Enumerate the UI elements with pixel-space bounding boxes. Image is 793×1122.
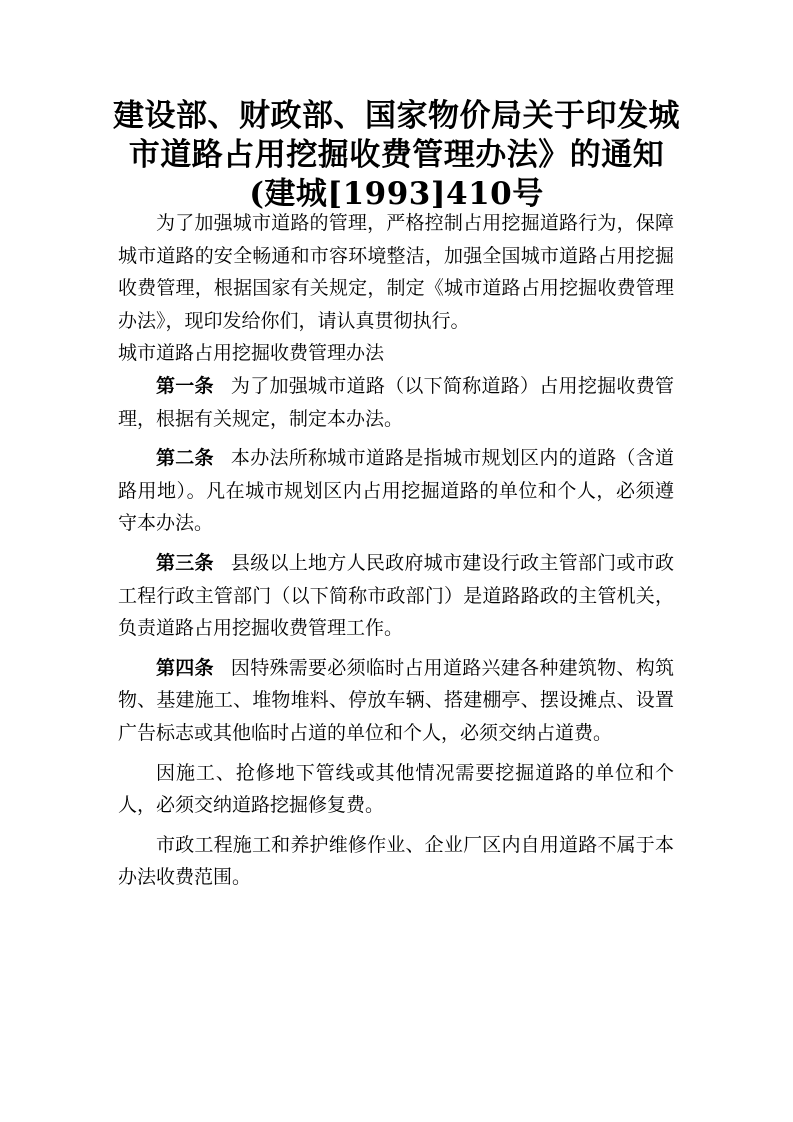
article-text: 为了加强城市道路（以下简称道路）占用挖掘收费管理，根据有关规定，制定本办法。: [118, 374, 674, 430]
article-4-paragraph-2: 因施工、抢修地下管线或其他情况需要挖掘道路的单位和个人，必须交纳道路挖掘修复费。: [118, 761, 674, 817]
article-2: [118, 442, 674, 540]
article-number: 第三条: [156, 551, 214, 574]
regulation-subtitle: 城市道路占用挖掘收费管理办法: [118, 342, 385, 365]
article-number: 第四条: [156, 656, 214, 679]
document-title: 建设部、财政部、国家物价局关于印发城市道路占用挖掘收费管理办法》的通知(建城[1993]410号: [113, 98, 680, 212]
article-4-paragraph-3: 市政工程施工和养护维修作业、企业厂区内自用道路不属于本办法收费范围。: [118, 833, 674, 889]
article-text: 本办法所称城市道路是指城市规划区内的道路（含道路用地）。凡在城市规划区内占用挖掘道路的单位和个人，必须遵守本办法。: [118, 447, 674, 535]
document-body: [118, 207, 674, 894]
article-text: 县级以上地方人民政府城市建设行政主管部门或市政工程行政主管部门（以下简称市政部门）是道路路政的主管机关，负责道路占用挖掘收费管理工作。: [118, 551, 674, 640]
article-number: 第一条: [156, 374, 214, 397]
article-4: [118, 652, 674, 750]
article-number: 第二条: [156, 447, 214, 470]
article-1: [118, 370, 674, 435]
article-text: 因特殊需要必须临时占用道路兴建各种建筑物、构筑物、基建施工、堆物堆料、停放车辆、搭建棚亭、摆设摊点、设置广告标志或其他临时占道的单位和个人，必须交纳占道费。: [118, 656, 674, 744]
intro-paragraph: 为了加强城市道路的管理，严格控制占用挖掘道路行为，保障城市道路的安全畅通和市容环境整洁，加强全国城市道路占用挖掘收费管理，根据国家有关规定，制定《城市道路占用挖掘收费管理办法》，现印发给你们，请认真贯彻执行。: [118, 212, 674, 332]
article-3: [118, 547, 674, 645]
